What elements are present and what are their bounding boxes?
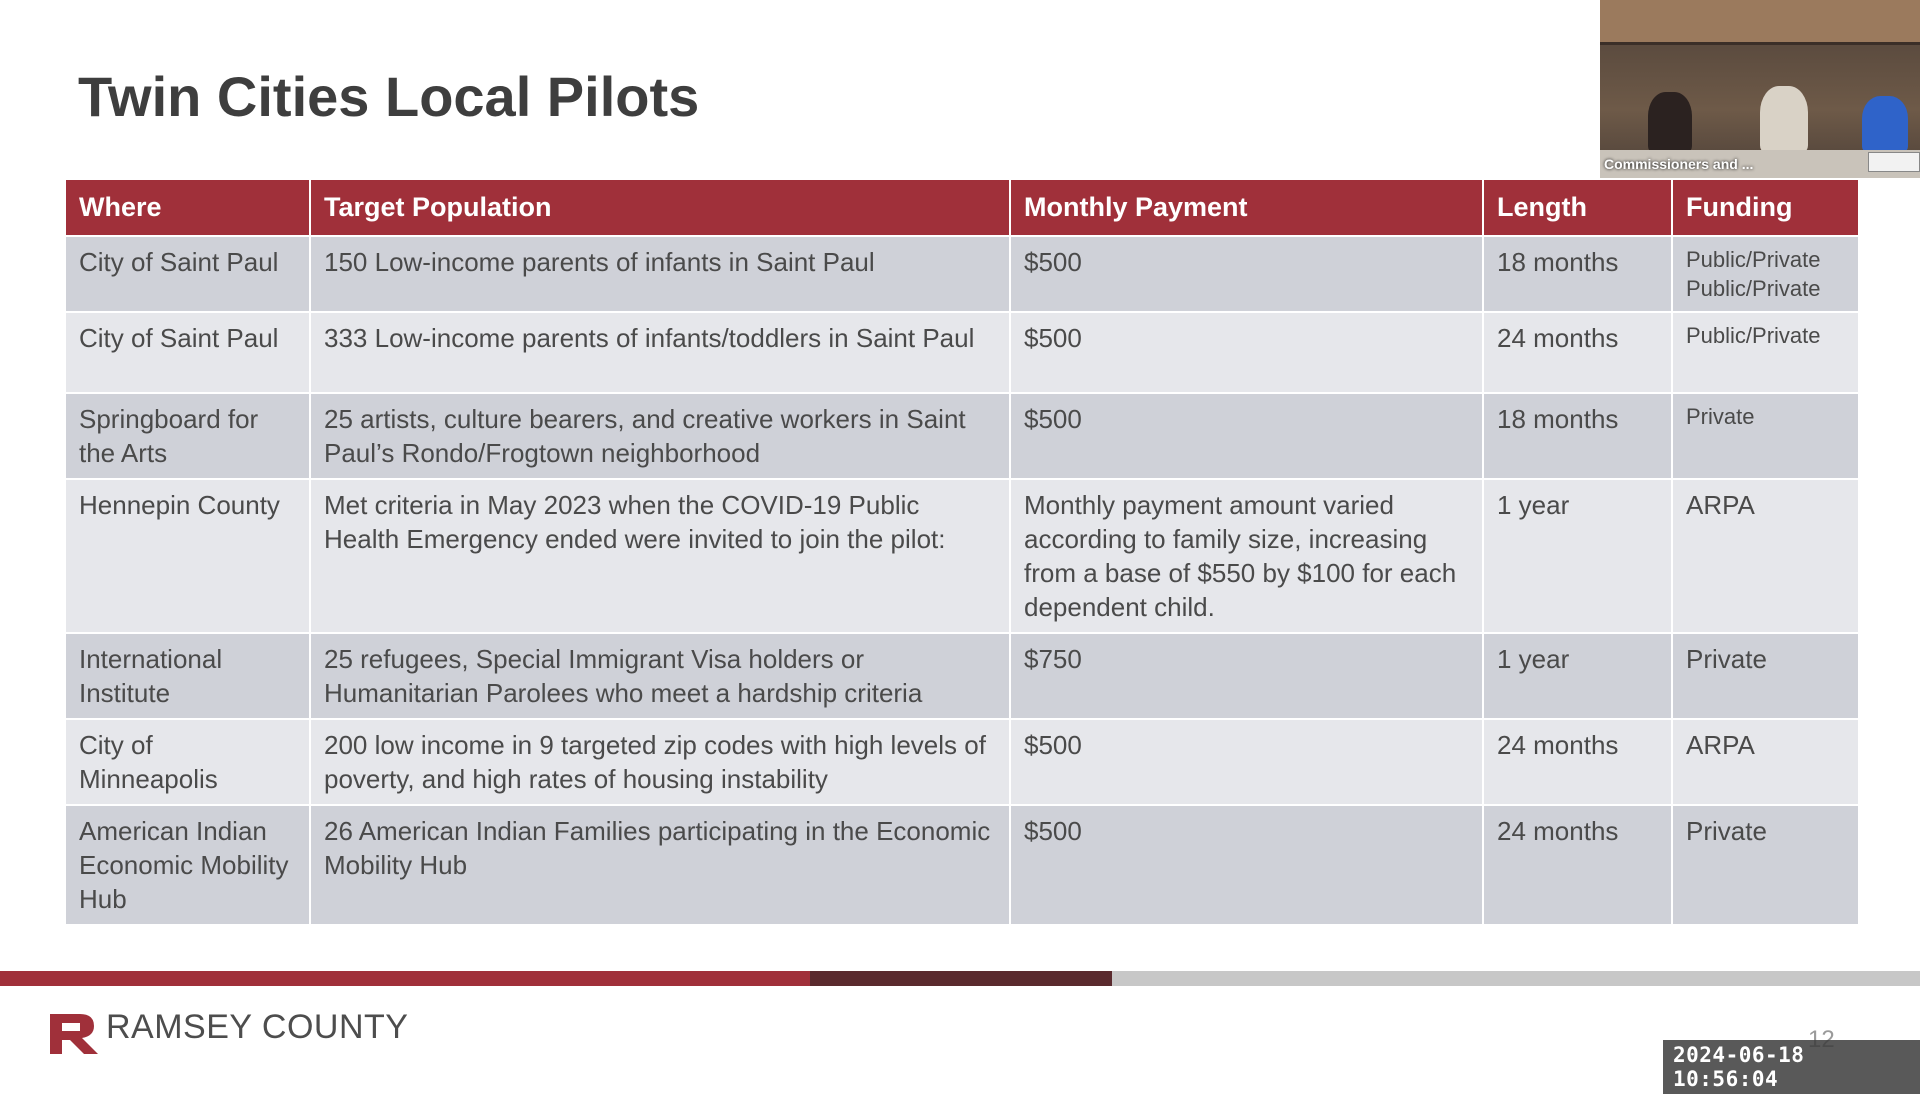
cell-funding (1672, 236, 1859, 312)
cell-payment: $500 (1010, 312, 1483, 393)
table-row (65, 312, 1859, 393)
video-person (1648, 92, 1692, 152)
video-thumbnail[interactable] (1600, 0, 1920, 178)
slide-title: Twin Cities Local Pilots (78, 65, 700, 128)
funding-line: ARPA (1686, 730, 1755, 760)
cell-where: International Institute (65, 633, 310, 719)
cell-payment: $500 (1010, 719, 1483, 805)
cell-length: 24 months (1483, 719, 1672, 805)
video-person (1760, 86, 1808, 152)
ramsey-logo-icon (50, 1012, 100, 1056)
cell-where: City of Saint Paul (65, 236, 310, 312)
cell-where: City of Minneapolis (65, 719, 310, 805)
cell-length: 1 year (1483, 633, 1672, 719)
header-funding: Funding (1672, 179, 1859, 236)
table-row (65, 479, 1859, 633)
funding-line: Public/Private (1686, 247, 1821, 272)
cell-where: City of Saint Paul (65, 312, 310, 393)
funding-line: Private (1686, 816, 1767, 846)
cell-length: 18 months (1483, 236, 1672, 312)
timestamp-overlay: 2024-06-18 10:56:04 (1663, 1040, 1920, 1094)
cell-where: Hennepin County (65, 479, 310, 633)
cell-length: 24 months (1483, 805, 1672, 925)
cell-funding (1672, 312, 1859, 393)
funding-line: Public/Private (1686, 323, 1821, 348)
header-monthly-payment: Monthly Payment (1010, 179, 1483, 236)
cell-payment: $750 (1010, 633, 1483, 719)
video-label: Commissioners and ... (1604, 156, 1754, 172)
header-length: Length (1483, 179, 1672, 236)
cell-population: Met criteria in May 2023 when the COVID-19 Public Health Emergency ended were invited to join the pilot: (310, 479, 1010, 633)
funding-line: Public/Private (1686, 276, 1821, 301)
cell-population: 200 low income in 9 targeted zip codes with high levels of poverty, and high rates of housing instability (310, 719, 1010, 805)
cell-payment: $500 (1010, 805, 1483, 925)
video-badge (1868, 152, 1920, 172)
table-row (65, 805, 1859, 925)
cell-funding (1672, 805, 1859, 925)
cell-funding (1672, 719, 1859, 805)
table-row (65, 719, 1859, 805)
table-row (65, 236, 1859, 312)
video-person (1862, 96, 1908, 152)
video-wall (1600, 0, 1920, 45)
cell-length: 24 months (1483, 312, 1672, 393)
cell-population: 25 refugees, Special Immigrant Visa holders or Humanitarian Parolees who meet a hardship criteria (310, 633, 1010, 719)
cell-population: 333 Low-income parents of infants/toddlers in Saint Paul (310, 312, 1010, 393)
cell-population: 150 Low-income parents of infants in Saint Paul (310, 236, 1010, 312)
cell-funding (1672, 479, 1859, 633)
table-row (65, 633, 1859, 719)
funding-line: ARPA (1686, 490, 1755, 520)
cell-length: 18 months (1483, 393, 1672, 479)
cell-population: 25 artists, culture bearers, and creative workers in Saint Paul’s Rondo/Frogtown neighborhood (310, 393, 1010, 479)
funding-line: Private (1686, 404, 1755, 429)
cell-payment: $500 (1010, 236, 1483, 312)
cell-payment: Monthly payment amount varied according to family size, increasing from a base of $550 by $100 for each dependent child. (1010, 479, 1483, 633)
table-header-row (65, 179, 1859, 236)
table-row (65, 393, 1859, 479)
cell-population: 26 American Indian Families participating in the Economic Mobility Hub (310, 805, 1010, 925)
header-target-population: Target Population (310, 179, 1010, 236)
header-where: Where (65, 179, 310, 236)
pilots-table (64, 178, 1860, 926)
cell-payment: $500 (1010, 393, 1483, 479)
funding-line: Private (1686, 644, 1767, 674)
footer-bar-red (0, 971, 810, 986)
cell-funding (1672, 393, 1859, 479)
cell-length: 1 year (1483, 479, 1672, 633)
cell-funding (1672, 633, 1859, 719)
footer-bar-dark (810, 971, 1112, 986)
footer-bar-gray (1112, 971, 1920, 986)
ramsey-county-logo-text: RAMSEY COUNTY (106, 1008, 409, 1046)
cell-where: American Indian Economic Mobility Hub (65, 805, 310, 925)
cell-where: Springboard for the Arts (65, 393, 310, 479)
